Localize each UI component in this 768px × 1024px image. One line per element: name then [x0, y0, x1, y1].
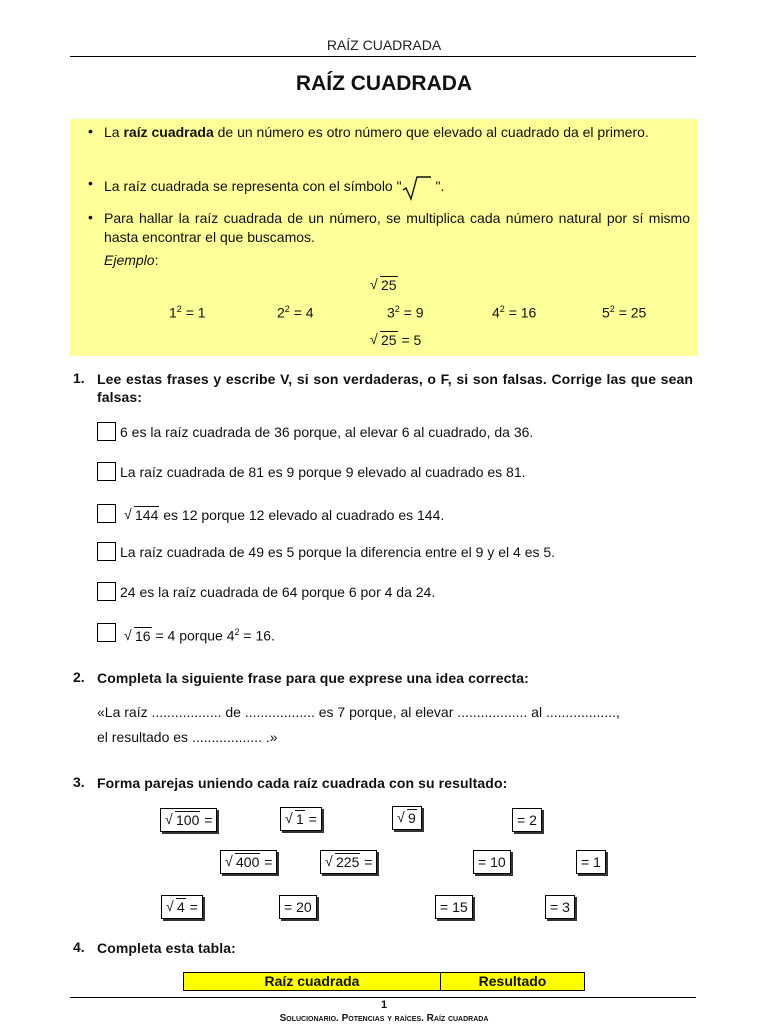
- match-result-15[interactable]: = 15: [435, 895, 473, 919]
- page-title: RAÍZ CUADRADA: [295, 72, 473, 95]
- square-root-symbol-icon: [402, 175, 432, 201]
- answer-checkbox-6[interactable]: [97, 623, 116, 642]
- power-2: $2^2 = 4$: [277, 304, 314, 321]
- example-radical: [370, 277, 398, 293]
- statement-3-radicand: 144: [135, 507, 159, 523]
- question-4-text: Completa esta tabla:: [97, 940, 236, 956]
- answer-checkbox-4[interactable]: [97, 542, 116, 561]
- statement-2: La raíz cuadrada de 81 es 9 porque 9 elevado al cuadrado es 81.: [120, 464, 526, 480]
- header-rule: [70, 56, 696, 57]
- question-2-number: 2.: [73, 669, 85, 685]
- fill-blank-line-1[interactable]: «La raíz .................. de .................. es 7 porque, al elevar .................. al ..................,: [97, 704, 620, 720]
- info-text: La raíz cuadrada se representa con el símbolo ": [104, 178, 402, 194]
- power-1: $1^2 = 1$: [169, 304, 206, 321]
- question-4-number: 4.: [73, 939, 85, 955]
- fill-blank-line-2[interactable]: el resultado es .................. .»: [97, 729, 278, 745]
- match-root-1[interactable]: √ 1 =: [280, 807, 322, 831]
- info-bullet-1: [104, 123, 690, 142]
- match-root-400[interactable]: √ 400 =: [220, 850, 277, 874]
- running-header: RAÍZ CUADRADA: [326, 37, 442, 53]
- statement-6-radicand: 16: [135, 627, 151, 644]
- question-3-text: Forma parejas uniendo cada raíz cuadrada con su resultado:: [97, 775, 508, 791]
- info-bullet-3: Para hallar la raíz cuadrada de un número, se multiplica cada número natural por sí mismo hasta encontrar el que buscamos.: [104, 210, 690, 245]
- question-3-number: 3.: [73, 774, 85, 790]
- root-table-header: [183, 972, 585, 991]
- match-result-20[interactable]: = 20: [279, 895, 317, 919]
- match-root-9[interactable]: √ 9: [392, 806, 422, 830]
- match-root-100[interactable]: √ 100 =: [160, 808, 217, 832]
- statement-1: 6 es la raíz cuadrada de 36 porque, al elevar 6 al cuadrado, da 36.: [120, 424, 534, 440]
- page-number: 1: [380, 999, 388, 1011]
- info-bullet-2: [104, 175, 690, 201]
- bullet-icon: •: [88, 175, 93, 191]
- power-5: $5^2 = 25$: [602, 304, 647, 321]
- match-result-2[interactable]: = 2: [512, 808, 542, 832]
- bullet-icon: •: [88, 123, 93, 139]
- answer-checkbox-1[interactable]: [97, 422, 116, 441]
- statement-5: 24 es la raíz cuadrada de 64 porque 6 por 4 da 24.: [120, 584, 436, 600]
- match-result-3[interactable]: = 3: [545, 895, 575, 919]
- example-radicand: 25: [381, 277, 397, 293]
- statement-6: √ 16 = 4 porque $4^2 = 16$.: [124, 627, 275, 644]
- power-4: $4^2 = 16$: [492, 304, 537, 321]
- bullet-icon: •: [88, 209, 93, 225]
- example-result: [370, 332, 421, 348]
- example-label: [104, 252, 158, 268]
- info-text: de un número es otro número que elevado al cuadrado da el primero.: [213, 124, 649, 140]
- footer-rule: [70, 997, 696, 998]
- power-3: $3^2 = 9$: [387, 304, 424, 321]
- answer-checkbox-3[interactable]: [97, 504, 116, 523]
- statement-3: [124, 507, 444, 523]
- example-colon: :: [154, 252, 159, 268]
- footer-text: Solucionario. Potencias y raíces. Raíz cuadrada: [279, 1013, 489, 1024]
- statement-4: La raíz cuadrada de 49 es 5 porque la diferencia entre el 9 y el 4 es 5.: [120, 544, 556, 560]
- answer-checkbox-2[interactable]: [97, 462, 116, 481]
- example-label-text: Ejemplo: [104, 252, 155, 268]
- statement-3-text: es 12 porque 12 elevado al cuadrado es 144.: [159, 507, 445, 523]
- info-bold-term: raíz cuadrada: [123, 124, 214, 140]
- match-root-225[interactable]: √ 225 =: [320, 850, 377, 874]
- table-header-result: Resultado: [478, 973, 547, 989]
- question-2-text: Completa la siguiente frase para que exprese una idea correcta:: [97, 670, 529, 686]
- final-result: = 5: [401, 332, 422, 348]
- table-header-root: Raíz cuadrada: [184, 973, 441, 990]
- info-text: La: [104, 124, 124, 140]
- final-radicand: 25: [381, 332, 397, 348]
- match-root-4[interactable]: √ 4 =: [161, 895, 203, 919]
- question-1-text: Lee estas frases y escribe V, si son verdaderas, o F, si son falsas. Corrige las que sean falsas:: [97, 371, 693, 405]
- question-1-number: 1.: [73, 370, 85, 386]
- match-result-10[interactable]: = 10: [473, 850, 511, 874]
- answer-checkbox-5[interactable]: [97, 582, 116, 601]
- match-result-1[interactable]: = 1: [576, 850, 606, 874]
- info-text: ".: [431, 178, 445, 194]
